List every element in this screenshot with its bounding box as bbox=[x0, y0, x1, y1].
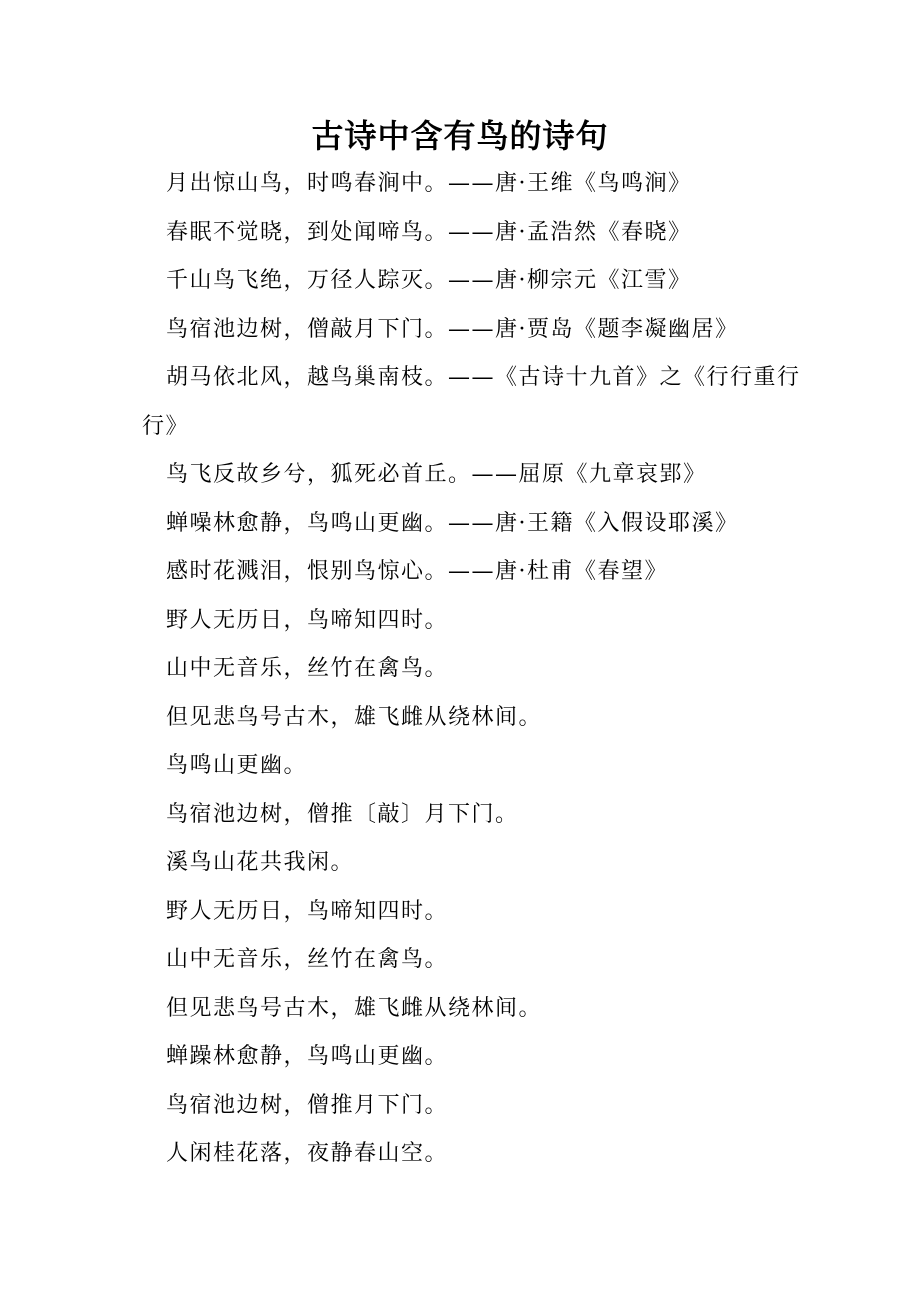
poem-line: 但见悲鸟号古木，雄飞雌从绕林间。 bbox=[166, 995, 543, 1021]
poem-line: 鸟宿池边树，僧敲月下门。——唐·贾岛《题李凝幽居》 bbox=[166, 316, 739, 342]
poem-line: 野人无历日，鸟啼知四时。 bbox=[166, 607, 449, 633]
poem-lines-list bbox=[142, 160, 802, 1179]
poem-line: 千山鸟飞绝，万径人踪灭。——唐·柳宗元《江雪》 bbox=[166, 268, 692, 293]
poem-line: 鸟飞反故乡兮，狐死必首丘。——屈原《九章哀郢》 bbox=[166, 462, 707, 487]
poem-line: 溪鸟山花共我闲。 bbox=[166, 850, 355, 875]
poem-line: 鸟宿池边树，僧推月下门。 bbox=[166, 1092, 449, 1118]
poem-line: 但见悲鸟号古木，雄飞雌从绕林间。 bbox=[166, 704, 543, 730]
poem-line: 蝉噪林愈静，鸟鸣山更幽。——唐·王籍《入假设耶溪》 bbox=[166, 510, 739, 536]
poem-line: 月出惊山鸟，时鸣春涧中。——唐·王维《鸟鸣涧》 bbox=[166, 171, 692, 196]
poem-line: 春眠不觉晓，到处闻啼鸟。——唐·孟浩然《春晓》 bbox=[166, 219, 692, 245]
poem-line: 山中无音乐，丝竹在禽鸟。 bbox=[166, 656, 449, 681]
poem-line: 鸟宿池边树，僧推〔敲〕月下门。 bbox=[166, 801, 519, 827]
poem-line: 鸟鸣山更幽。 bbox=[166, 753, 308, 778]
poem-line: 蝉躁林愈静，鸟鸣山更幽。 bbox=[166, 1044, 449, 1069]
poem-line: 感时花溅泪，恨别鸟惊心。——唐·杜甫《春望》 bbox=[166, 559, 668, 584]
poem-line: 胡马依北风，越鸟巢南枝。——《古诗十九首》之《行行重行行》 bbox=[142, 365, 801, 439]
poem-line: 人闲桂花落，夜静春山空。 bbox=[166, 1141, 449, 1166]
document-title: 古诗中含有鸟的诗句 bbox=[311, 117, 609, 155]
poem-line: 山中无音乐，丝竹在禽鸟。 bbox=[166, 947, 449, 972]
poem-line: 野人无历日，鸟啼知四时。 bbox=[166, 898, 449, 924]
